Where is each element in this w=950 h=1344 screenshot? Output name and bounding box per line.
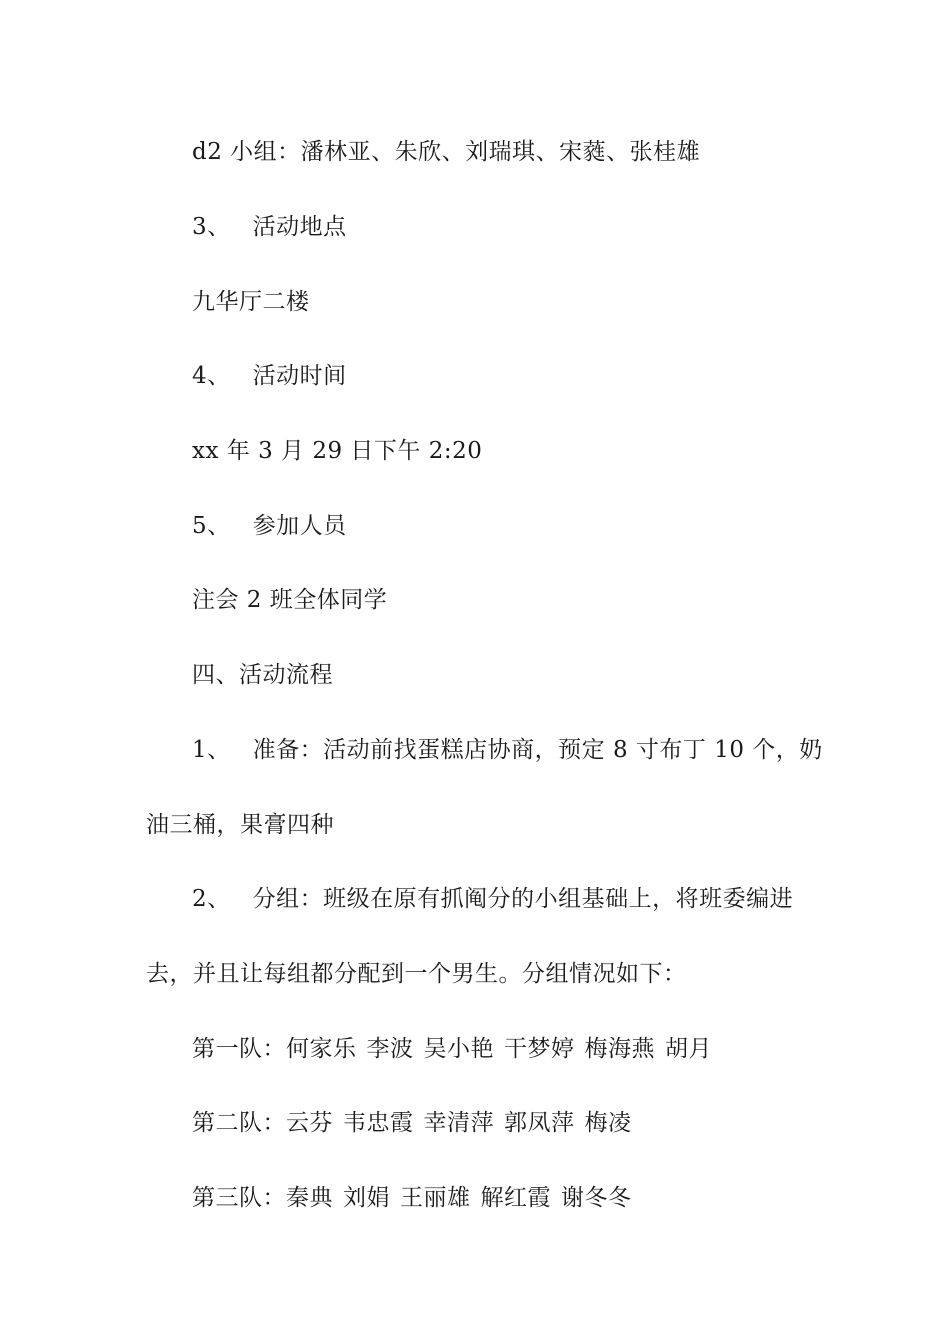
team-member: 幸清萍 bbox=[423, 1110, 494, 1136]
location-value bbox=[192, 287, 310, 317]
section-heading-process bbox=[192, 660, 333, 690]
team-member: 解红霞 bbox=[480, 1185, 551, 1211]
heading-text: 活动时间 bbox=[252, 363, 347, 389]
item-number: 1、 bbox=[192, 737, 231, 763]
team-label: 第二队： bbox=[192, 1110, 286, 1136]
team-1-row bbox=[192, 1034, 712, 1064]
team-3-row bbox=[192, 1183, 632, 1213]
team-label: 第一队： bbox=[192, 1036, 286, 1062]
paragraph-text: 油三桶，果膏四种 bbox=[146, 812, 334, 838]
team-2-row bbox=[192, 1108, 632, 1138]
process-step-grouping-continued bbox=[146, 959, 687, 989]
team-member: 谢冬冬 bbox=[561, 1185, 632, 1211]
section-heading-location bbox=[192, 212, 347, 242]
team-member: 刘娟 bbox=[343, 1185, 390, 1211]
team-member: 胡月 bbox=[665, 1036, 712, 1062]
team-member: 王丽雄 bbox=[400, 1185, 471, 1211]
team-member: 何家乐 bbox=[286, 1036, 357, 1062]
item-number: 2、 bbox=[192, 886, 231, 912]
heading-text: 活动地点 bbox=[252, 214, 347, 240]
process-step-prepare bbox=[192, 735, 823, 765]
team-member: 李波 bbox=[366, 1036, 414, 1062]
group-d2-line bbox=[192, 137, 700, 167]
line-text: 九华厅二楼 bbox=[192, 289, 310, 315]
paragraph-text: 分组：班级在原有抓阄分的小组基础上，将班委编进 bbox=[252, 886, 794, 912]
process-step-prepare-continued bbox=[146, 810, 334, 840]
time-value bbox=[192, 436, 482, 466]
team-member: 干梦婷 bbox=[504, 1036, 575, 1062]
team-member: 吴小艳 bbox=[423, 1036, 494, 1062]
team-member: 郭凤萍 bbox=[504, 1110, 575, 1136]
section-heading-participants bbox=[192, 511, 347, 541]
team-member: 梅凌 bbox=[584, 1110, 632, 1136]
team-member: 梅海燕 bbox=[584, 1036, 655, 1062]
item-number: 4、 bbox=[192, 363, 231, 389]
section-heading-time bbox=[192, 361, 347, 391]
process-step-grouping bbox=[192, 884, 793, 914]
item-number: 3、 bbox=[192, 214, 231, 240]
item-number: 5、 bbox=[192, 513, 231, 539]
paragraph-text: 去，并且让每组都分配到一个男生。分组情况如下： bbox=[146, 961, 687, 987]
line-text: 注会 2 班全体同学 bbox=[192, 587, 388, 613]
team-member: 云芬 bbox=[286, 1110, 333, 1136]
team-member: 韦忠霞 bbox=[343, 1110, 414, 1136]
paragraph-text: 准备：活动前找蛋糕店协商，预定 8 寸布丁 10 个，奶 bbox=[252, 737, 823, 763]
participants-value bbox=[192, 585, 387, 615]
heading-text: 四、活动流程 bbox=[192, 662, 333, 688]
line-text: xx 年 3 月 29 日下午 2:20 bbox=[192, 438, 483, 464]
team-member: 秦典 bbox=[286, 1185, 333, 1211]
line-text: d2 小组：潘林亚、朱欣、刘瑞琪、宋蕤、张桂雄 bbox=[192, 139, 701, 165]
team-label: 第三队： bbox=[192, 1185, 286, 1211]
heading-text: 参加人员 bbox=[252, 513, 347, 539]
